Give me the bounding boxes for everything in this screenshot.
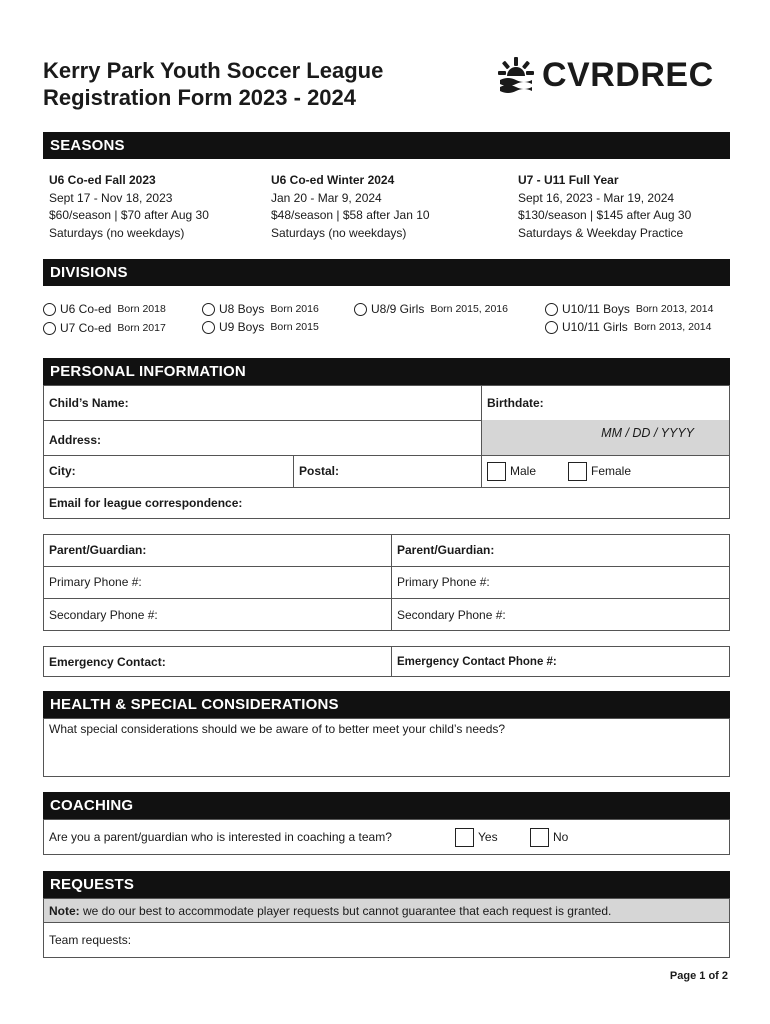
secondary-phone-1-field[interactable]: Secondary Phone #: xyxy=(49,607,158,622)
radio-button[interactable] xyxy=(202,321,215,334)
row-divider xyxy=(43,922,730,923)
division-u10-11-boys[interactable] xyxy=(545,302,713,316)
email-field[interactable]: Email for league correspondence: xyxy=(49,496,243,510)
division-born: Born 2016 xyxy=(270,303,319,315)
female-label: Female xyxy=(591,464,632,478)
male-label: Male xyxy=(510,464,537,478)
season-full-year xyxy=(518,172,691,242)
parent-guardian-1-field[interactable]: Parent/Guardian: xyxy=(49,543,147,557)
division-label: U6 Co-ed xyxy=(60,302,112,316)
requests-heading: REQUESTS xyxy=(43,871,730,898)
health-question: What special considerations should we be aware of to better meet your child’s needs? xyxy=(49,722,506,736)
division-label: U10/11 Boys xyxy=(562,302,630,316)
radio-button[interactable] xyxy=(43,322,56,335)
coaching-yes-option[interactable] xyxy=(449,819,519,855)
division-label: U8/9 Girls xyxy=(371,302,425,316)
logo-text: CVRDREC xyxy=(542,55,714,94)
season-dates: Sept 16, 2023 - Mar 19, 2024 xyxy=(518,190,675,205)
requests-note xyxy=(43,899,730,922)
title-line-1: Kerry Park Youth Soccer League xyxy=(43,58,384,83)
season-days: Saturdays & Weekday Practice xyxy=(518,225,684,240)
city-field[interactable]: City: xyxy=(49,464,76,478)
division-label: U10/11 Girls xyxy=(562,320,628,334)
parent-guardian-2-field[interactable]: Parent/Guardian: xyxy=(397,543,495,557)
coaching-question: Are you a parent/guardian who is interested in coaching a team? xyxy=(49,830,392,844)
childs-name-field[interactable]: Child’s Name: xyxy=(49,395,129,410)
page-number: Page 1 of 2 xyxy=(669,970,728,982)
season-dates: Jan 20 - Mar 9, 2024 xyxy=(271,190,382,205)
postal-field[interactable]: Postal: xyxy=(299,464,340,478)
coaching-heading: COACHING xyxy=(43,792,730,819)
team-requests-field[interactable]: Team requests: xyxy=(49,933,132,947)
season-fee: $60/season | $70 after Aug 30 xyxy=(49,208,209,222)
form-title xyxy=(43,57,383,111)
note-text: we do our best to accommodate player requests but cannot guarantee that each request is granted. xyxy=(79,903,612,918)
season-days: Saturdays (no weekdays) xyxy=(49,225,185,240)
division-label: U9 Boys xyxy=(219,320,265,334)
season-fee: $48/season | $58 after Jan 10 xyxy=(271,208,430,222)
female-option[interactable] xyxy=(562,455,682,487)
division-born: Born 2015, 2016 xyxy=(430,303,508,315)
season-fee: $130/season | $145 after Aug 30 xyxy=(518,208,692,222)
title-line-2: Registration Form 2023 - 2024 xyxy=(43,85,357,110)
division-u10-11-girls[interactable] xyxy=(545,320,711,334)
cvrdrec-logo xyxy=(496,52,714,98)
sun-wave-logo-icon xyxy=(496,55,536,95)
season-name: U7 - U11 Full Year xyxy=(518,173,619,187)
yes-checkbox[interactable] xyxy=(455,828,474,847)
no-checkbox[interactable] xyxy=(530,828,549,847)
division-u8-9-girls[interactable] xyxy=(354,302,508,316)
radio-button[interactable] xyxy=(354,303,367,316)
seasons-heading: SEASONS xyxy=(43,132,730,159)
male-checkbox[interactable] xyxy=(487,462,506,481)
division-born: Born 2015 xyxy=(270,321,319,333)
coaching-no-option[interactable] xyxy=(524,819,594,855)
season-name: U6 Co-ed Fall 2023 xyxy=(49,173,156,187)
yes-label: Yes xyxy=(478,830,498,844)
division-u8-boys[interactable] xyxy=(202,302,319,316)
primary-phone-1-field[interactable]: Primary Phone #: xyxy=(49,575,142,589)
primary-phone-2-field[interactable]: Primary Phone #: xyxy=(397,575,490,589)
division-label: U7 Co-ed xyxy=(60,321,112,335)
radio-button[interactable] xyxy=(545,321,558,334)
season-dates: Sept 17 - Nov 18, 2023 xyxy=(49,190,173,205)
female-checkbox[interactable] xyxy=(568,462,587,481)
division-u9-boys[interactable] xyxy=(202,320,319,334)
season-days: Saturdays (no weekdays) xyxy=(271,225,407,240)
male-option[interactable] xyxy=(481,455,561,487)
no-label: No xyxy=(553,830,569,844)
note-label: Note: xyxy=(49,903,80,918)
radio-button[interactable] xyxy=(43,303,56,316)
birthdate-label: Birthdate: xyxy=(487,395,544,410)
radio-button[interactable] xyxy=(202,303,215,316)
secondary-phone-2-field[interactable]: Secondary Phone #: xyxy=(397,607,506,622)
personal-info-heading: PERSONAL INFORMATION xyxy=(43,358,730,385)
address-field[interactable]: Address: xyxy=(49,432,102,447)
division-born: Born 2013, 2014 xyxy=(635,303,714,315)
division-born: Born 2013, 2014 xyxy=(633,321,712,333)
division-u6-coed[interactable] xyxy=(43,302,166,316)
division-born: Born 2017 xyxy=(117,322,166,334)
division-u7-coed[interactable] xyxy=(43,321,166,335)
season-fall xyxy=(49,172,209,242)
emergency-phone-field[interactable]: Emergency Contact Phone #: xyxy=(397,655,557,668)
divisions-heading: DIVISIONS xyxy=(43,259,730,286)
season-winter xyxy=(271,172,430,242)
division-label: U8 Boys xyxy=(219,302,265,316)
health-heading: HEALTH & SPECIAL CONSIDERATIONS xyxy=(43,691,730,718)
radio-button[interactable] xyxy=(545,303,558,316)
birthdate-field[interactable]: MM / DD / YYYY xyxy=(601,425,694,440)
emergency-contact-field[interactable]: Emergency Contact: xyxy=(49,654,166,669)
season-name: U6 Co-ed Winter 2024 xyxy=(271,173,395,187)
division-born: Born 2018 xyxy=(117,303,166,315)
